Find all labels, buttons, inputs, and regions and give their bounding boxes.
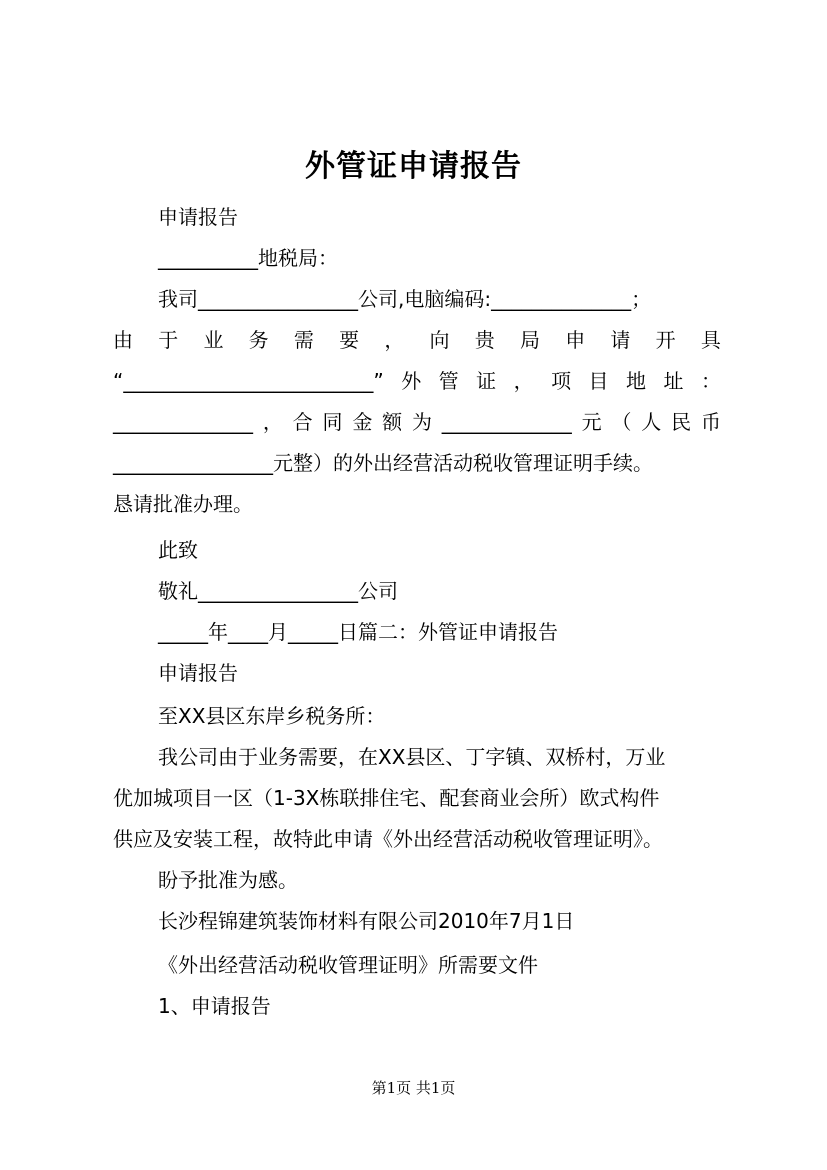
blank-field: ______________ bbox=[113, 410, 253, 434]
required-doc-item: 1、申请报告 bbox=[158, 994, 271, 1018]
char: 同 bbox=[322, 410, 343, 434]
addressee-line: __________地税局： bbox=[158, 246, 338, 270]
body-line-closing: 恳请批准办理。 bbox=[113, 492, 253, 516]
char: 目 bbox=[588, 369, 609, 393]
second-body-line-2: 优加城项目一区（1-3X栋联排住宅、配套商业会所）欧式构件 bbox=[113, 786, 660, 810]
char: 业 bbox=[203, 328, 224, 352]
char: 合 bbox=[292, 410, 313, 434]
char: 地 bbox=[626, 369, 647, 393]
char: 由 bbox=[113, 328, 133, 352]
char: 为 bbox=[411, 410, 432, 434]
char: ： bbox=[700, 369, 721, 393]
char: 具 bbox=[700, 328, 721, 352]
char: 贵 bbox=[474, 328, 495, 352]
char: 金 bbox=[352, 410, 373, 434]
char: 请 bbox=[610, 328, 631, 352]
char: 外 bbox=[401, 369, 422, 393]
second-closing: 盼予批准为感。 bbox=[158, 868, 298, 892]
second-heading: 申请报告 bbox=[158, 661, 238, 685]
body-line-request bbox=[113, 326, 721, 354]
char: 民 bbox=[671, 410, 692, 434]
char: 需 bbox=[293, 328, 314, 352]
body-line-permit bbox=[113, 367, 721, 395]
char: 开 bbox=[655, 328, 676, 352]
body-line-rmb: ________________元整）的外出经营活动税收管理证明手续。 bbox=[113, 451, 653, 475]
date-line: _____年____月_____日篇二：外管证申请报告 bbox=[158, 620, 558, 644]
char: 项 bbox=[551, 369, 572, 393]
regards-line: 此致 bbox=[158, 538, 198, 562]
page-footer: 第1页 共1页 bbox=[371, 1079, 456, 1097]
char: 管 bbox=[438, 369, 459, 393]
char: ， bbox=[262, 410, 283, 434]
char: 币 bbox=[700, 410, 721, 434]
salutation-heading: 申请报告 bbox=[158, 205, 238, 229]
char: 人 bbox=[641, 410, 662, 434]
char: 局 bbox=[519, 328, 540, 352]
char: 申 bbox=[565, 328, 586, 352]
blank-field: _____________ bbox=[441, 410, 572, 434]
second-body-line-1: 我公司由于业务需要，在XX县区、丁字镇、双桥村，万业 bbox=[158, 745, 666, 769]
char: 于 bbox=[158, 328, 179, 352]
char: 元 bbox=[581, 410, 602, 434]
second-body-line-3: 供应及安装工程，故特此申请《外出经营活动税收管理证明》。 bbox=[113, 827, 663, 851]
company-date-line: 长沙程锦建筑装饰材料有限公司2010年7月1日 bbox=[158, 909, 575, 933]
required-docs-heading: 《外出经营活动税收管理证明》所需要文件 bbox=[158, 953, 538, 977]
blank-field: “_________________________” bbox=[113, 369, 384, 393]
document-title: 外管证申请报告 bbox=[305, 149, 522, 184]
char: ， bbox=[384, 328, 405, 352]
char: 务 bbox=[248, 328, 269, 352]
second-addressee: 至XX县区东岸乡税务所： bbox=[158, 704, 386, 728]
char: ， bbox=[513, 369, 534, 393]
signature-line: 敬礼________________公司 bbox=[158, 579, 398, 603]
body-line-company: 我司________________公司,电脑编码:______________； bbox=[158, 287, 652, 311]
char: （ bbox=[611, 410, 632, 434]
char: 证 bbox=[476, 369, 497, 393]
char: 要 bbox=[339, 328, 360, 352]
char: 额 bbox=[382, 410, 403, 434]
body-line-amount bbox=[113, 408, 721, 436]
char: 址 bbox=[663, 369, 684, 393]
char: 向 bbox=[429, 328, 450, 352]
